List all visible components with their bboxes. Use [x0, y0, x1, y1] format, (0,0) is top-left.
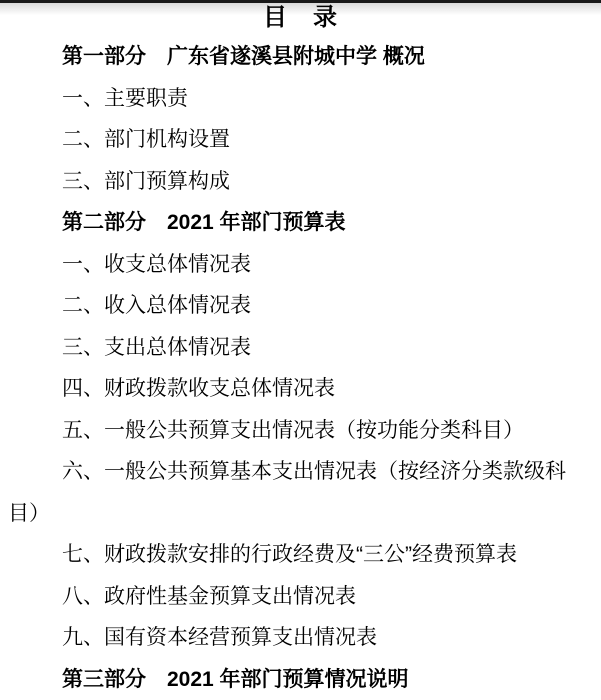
toc-section-heading-3: 第三部分 2021 年部门预算情况说明: [0, 659, 578, 700]
toc-item: 五、一般公共预算支出情况表（按功能分类科目）: [0, 410, 578, 452]
toc-section-heading-1: 第一部分 广东省遂溪县附城中学 概况: [0, 36, 578, 78]
toc-item: 三、部门预算构成: [0, 161, 578, 203]
toc-item: 七、财政拨款安排的行政经费及“三公”经费预算表: [0, 534, 578, 576]
toc-item: 四、财政拨款收支总体情况表: [0, 368, 578, 410]
toc-item: 二、部门机构设置: [0, 119, 578, 161]
toc-item: 一、主要职责: [0, 78, 578, 120]
toc-item: 二、收入总体情况表: [0, 285, 578, 327]
toc-item: 三、支出总体情况表: [0, 327, 578, 369]
page-title: 目 录: [0, 2, 601, 34]
toc-item: 一、收支总体情况表: [0, 244, 578, 286]
toc-section-heading-2: 第二部分 2021 年部门预算表: [0, 202, 578, 244]
toc-item: 六、一般公共预算基本支出情况表（按经济分类款级科目）: [0, 451, 578, 534]
table-of-contents: [0, 36, 601, 700]
toc-item: 九、国有资本经营预算支出情况表: [0, 617, 578, 659]
toc-item: 八、政府性基金预算支出情况表: [0, 576, 578, 618]
